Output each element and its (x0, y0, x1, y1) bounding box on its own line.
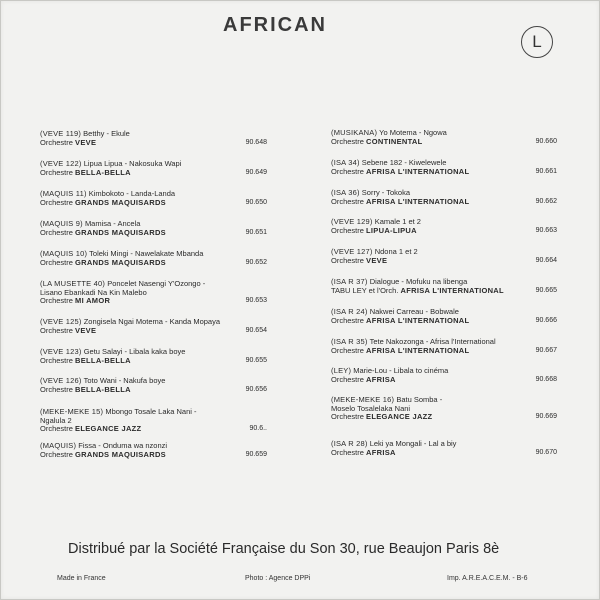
artist-name: AFRISA (366, 447, 396, 457)
artist-name: AFRISA L'INTERNATIONAL (366, 345, 470, 355)
record-entry (40, 377, 267, 394)
catalog-code: (LA MUSETTE 40) (40, 279, 106, 288)
credit-line (40, 199, 267, 208)
catalog-number: 90.664 (535, 256, 557, 264)
artist-name: AFRISA L'INTERNATIONAL (366, 196, 470, 206)
record-entry (40, 408, 267, 434)
song-titles-continued: Lisano Ebankadi Na Kin Malebo (40, 287, 147, 297)
catalog-number: 90.652 (245, 258, 267, 266)
catalog-number: 90.660 (535, 137, 557, 145)
page-title: AFRICAN (223, 14, 327, 36)
record-entry (40, 280, 267, 306)
record-entry (331, 440, 557, 457)
record-entry (40, 250, 267, 267)
credit-lead: Orchestre (40, 227, 73, 237)
artist-name: GRANDS MAQUISARDS (75, 449, 166, 459)
song-titles: Getu Salayi - Libala kaka boye (83, 347, 186, 356)
artist-name: CONTINENTAL (366, 136, 423, 146)
song-titles: Toto Wani - Nakufa boye (83, 376, 166, 385)
credit-lead: Orchestre (40, 449, 73, 459)
catalog-code: (VEVE 123) (40, 347, 82, 356)
record-entry (331, 396, 557, 422)
catalog-number: 90.659 (245, 450, 267, 458)
catalog-code: (VEVE 119) (40, 129, 82, 138)
song-titles: Dialogue - Mofuku na libenga (369, 277, 468, 286)
artist-name: AFRISA L'INTERNATIONAL (400, 285, 504, 295)
artist-name: AFRISA L'INTERNATIONAL (366, 315, 470, 325)
record-entry (331, 367, 557, 384)
record-entry (331, 308, 557, 325)
credit-lead: Orchestre (331, 166, 364, 176)
credit-line (40, 139, 267, 148)
catalog-code: (LEY) (331, 366, 352, 375)
record-entry (331, 248, 557, 265)
record-entry (40, 348, 267, 365)
credit-lead: Orchestre (331, 196, 364, 206)
artist-name: MI AMOR (75, 296, 111, 305)
catalog-number: 90.666 (535, 316, 557, 324)
printer-credit: Imp. A.R.E.A.C.E.M. - B-6 (447, 575, 528, 582)
catalog-code: (VEVE 125) (40, 317, 82, 326)
record-entry (331, 278, 557, 295)
credit-lead: TABU LEY et l'Orch. (331, 285, 399, 295)
credit-line (331, 449, 557, 458)
catalog-number: 90.667 (535, 346, 557, 354)
made-in-label: Made in France (57, 575, 106, 582)
record-entry (331, 159, 557, 176)
catalog-number: 90.656 (245, 385, 267, 393)
record-entry (331, 218, 557, 235)
song-titles: Sorry - Tokoka (361, 188, 411, 197)
credit-line (331, 227, 557, 236)
catalog-number: 90.649 (245, 168, 267, 176)
credit-lead: Orchestre (331, 447, 364, 457)
credit-lead: Orchestre (331, 255, 364, 265)
record-entry (40, 190, 267, 207)
left-track-column (40, 0, 267, 480)
song-titles: Sebene 182 - Kiwelewele (361, 158, 447, 167)
credit-line (40, 357, 267, 366)
catalog-number: 90.651 (245, 228, 267, 236)
catalog-number: 90.668 (535, 375, 557, 383)
catalog-code: (ISA R 24) (331, 307, 368, 316)
catalog-number: 90.663 (535, 226, 557, 234)
record-entry (331, 338, 557, 355)
credit-lead: Orchestre (40, 257, 73, 267)
record-entry (40, 442, 267, 459)
catalog-code: (MEKE-MEKE 15) (40, 407, 104, 416)
credit-line (331, 168, 557, 177)
title-line (40, 408, 267, 417)
credit-lead: Orchestre (40, 197, 73, 207)
song-titles: Lipua Lipua - Nakosuka Wapi (83, 159, 182, 168)
song-titles: Leki ya Mongali - Lal a biy (369, 439, 457, 448)
catalog-code: (ISA R 28) (331, 439, 368, 448)
catalog-number: 90.654 (245, 326, 267, 334)
catalog-code: (MAQUIS 10) (40, 249, 88, 258)
song-titles: Zongisela Ngai Motema - Kanda Mopaya (83, 317, 221, 326)
credit-lead: Orchestre (331, 412, 364, 421)
catalog-code: (ISA 34) (331, 158, 360, 167)
catalog-code: (MAQUIS) (40, 441, 77, 450)
catalog-number: 90.650 (245, 198, 267, 206)
song-titles: Kamale 1 et 2 (374, 217, 421, 226)
record-entry (40, 160, 267, 177)
artist-name: VEVE (366, 255, 388, 265)
credit-line (40, 386, 267, 395)
song-titles: Marie-Lou - Libala to cinéma (353, 366, 449, 375)
record-entry (40, 318, 267, 335)
record-entry (40, 130, 267, 147)
artist-name: AFRISA L'INTERNATIONAL (366, 166, 470, 176)
song-titles: Fissa - Onduma wa nzonzi (78, 441, 168, 450)
distribution-line: Distribué par la Société Française du Son 30, rue Beaujon Paris 8è (68, 541, 500, 557)
credit-lead: Orchestre (331, 345, 364, 355)
catalog-code: (ISA 36) (331, 188, 360, 197)
credit-line (331, 347, 557, 356)
artist-name: VEVE (75, 137, 97, 147)
credit-lead: Orchestre (331, 136, 364, 146)
catalog-number: 90.653 (245, 297, 267, 304)
song-titles: Ndona 1 et 2 (374, 247, 418, 256)
credit-line (331, 413, 557, 422)
credit-lead: Orchestre (331, 225, 364, 235)
catalog-code: (ISA R 35) (331, 337, 368, 346)
artist-name: GRANDS MAQUISARDS (75, 227, 166, 237)
artist-name: AFRISA (366, 374, 396, 384)
artist-name: ELEGANCE JAZZ (75, 424, 142, 433)
credit-lead: Orchestre (40, 137, 73, 147)
song-titles: Toleki Mingi - Nawelakate Mbanda (89, 249, 204, 258)
credit-line (331, 317, 557, 326)
artist-name: GRANDS MAQUISARDS (75, 197, 166, 207)
catalog-code: (VEVE 122) (40, 159, 82, 168)
credit-line (40, 451, 267, 460)
photo-credit: Photo : Agence DPPi (245, 575, 311, 582)
artist-name: BELLA-BELLA (75, 355, 131, 365)
credit-lead: Orchestre (40, 296, 73, 305)
credit-lead: Orchestre (40, 325, 73, 335)
song-titles: Batu Somba - (396, 395, 443, 404)
song-titles-continued: Ngalula 2 (40, 415, 72, 425)
song-titles: Nakwei Carreau - Bobwale (369, 307, 459, 316)
artist-name: VEVE (75, 325, 97, 335)
song-titles: Mamisa - Ancela (84, 219, 141, 228)
song-titles: Poncelet Nasengi Y'Ozongo - (107, 279, 206, 288)
song-titles: Kimbokoto - Landa-Landa (88, 189, 176, 198)
catalog-code: (MUSIKANA) (331, 128, 378, 137)
artist-name: BELLA-BELLA (75, 167, 131, 177)
credit-line (40, 229, 267, 238)
catalog-code: (VEVE 126) (40, 376, 82, 385)
catalog-code: (MEKE-MEKE 16) (331, 395, 395, 404)
circled-l-mark: L (521, 26, 553, 58)
catalog-code: (MAQUIS 11) (40, 189, 87, 198)
credit-line (331, 198, 557, 207)
artist-name: GRANDS MAQUISARDS (75, 257, 166, 267)
artist-name: LIPUA-LIPUA (366, 225, 417, 235)
artist-name: ELEGANCE JAZZ (366, 412, 433, 421)
catalog-code: (ISA R 37) (331, 277, 368, 286)
catalog-number: 90.655 (245, 356, 267, 364)
credit-line (331, 287, 557, 296)
right-track-column (331, 0, 557, 480)
credit-line (40, 169, 267, 178)
credit-line (40, 425, 267, 434)
catalog-number: 90.6.. (249, 425, 267, 432)
credit-lead: Orchestre (40, 355, 73, 365)
song-titles: Betthy - Ekule (83, 129, 130, 138)
catalog-code: (VEVE 127) (331, 247, 373, 256)
catalog-code: (MAQUIS 9) (40, 219, 83, 228)
catalog-number: 90.665 (535, 286, 557, 294)
catalog-number: 90.661 (535, 167, 557, 175)
credit-lead: Orchestre (40, 424, 73, 433)
song-titles: Tete Nakozonga - Afrisa l'International (369, 337, 496, 346)
song-titles-continued: Moselo Tosalelaka Nani (331, 403, 411, 413)
credit-line (331, 257, 557, 266)
catalog-code: (VEVE 129) (331, 217, 373, 226)
credit-line (40, 259, 267, 268)
credit-line (331, 376, 557, 385)
record-entry (331, 129, 557, 146)
catalog-number: 90.670 (535, 448, 557, 456)
credit-lead: Orchestre (331, 374, 364, 384)
credit-line (331, 138, 557, 147)
record-entry (40, 220, 267, 237)
credit-lead: Orchestre (40, 384, 73, 394)
record-entry (331, 189, 557, 206)
catalog-number: 90.662 (535, 197, 557, 205)
artist-name: BELLA-BELLA (75, 384, 131, 394)
credit-lead: Orchestre (331, 315, 364, 325)
song-titles: Yo Motema - Ngowa (379, 128, 447, 137)
credit-lead: Orchestre (40, 167, 73, 177)
catalog-number: 90.669 (535, 413, 557, 420)
credit-line (40, 297, 267, 306)
credit-line (40, 327, 267, 336)
song-titles: Mbongo Tosale Laka Nani - (105, 407, 197, 416)
catalog-number: 90.648 (245, 138, 267, 146)
